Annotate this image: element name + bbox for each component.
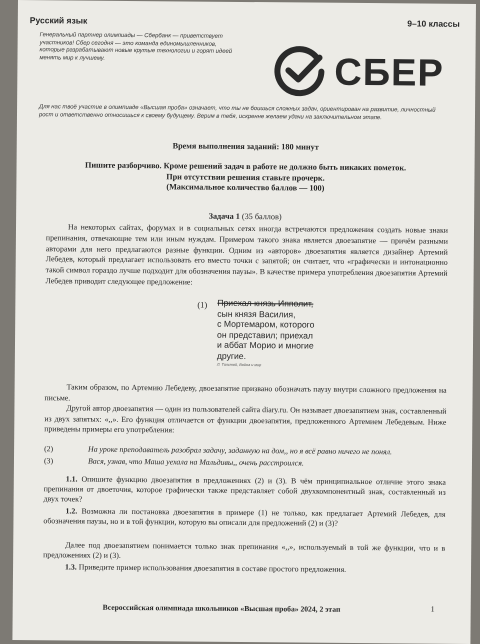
question-number: 1.1. — [65, 474, 78, 484]
sber-logo — [272, 44, 452, 102]
task-name: Задача 1 — [208, 211, 240, 221]
note-text: Далее под двоезапятием понимается только знак препинания «,,», используемый в той же функции, что и в предложениях (2) и (3). — [43, 540, 446, 561]
intro-text: На некоторых сайтах, форумах и в социальных сетях иногда встречаются предложения создать новые знаки препинания, отвечающие тем или иным нуждам. Примером такого знака является двоезапятие — причём разными авторами для него предлагаются разные функции. Одним из «авторов» двоезапятия является дизайнер Артемий Лебедев, который предлагает использовать его вместо точки с запятой; он считает, что «графически и интонационно такой символ гораздо лучше подходит для обозначения паузы». В качестве примера употребления двоезапятия Артемий Лебедев приводит следующее предложение: — [45, 222, 449, 287]
exam-sheet — [12, 0, 476, 644]
definition-note — [43, 540, 445, 564]
instruction-line-3: (Максимальное количество баллов — 100) — [166, 182, 325, 193]
poem-line-2: сын князя Василия, — [217, 308, 296, 320]
example-text: Вася, узнав, что Маша уехала на Мальдивы,, очень расстроился. — [87, 456, 304, 468]
poem-line-5: и аббат Морио и многие — [216, 340, 314, 351]
grades-label: 9–10 классы — [407, 18, 460, 29]
body-paragraph-1: Таким образом, по Артемию Лебедеву, двоезапятие призвано обозначать паузу внутри сложного предложения на письме. — [44, 382, 447, 403]
example-number: (3) — [43, 456, 54, 466]
question-text: Возможна ли постановка двоезапятия в примере (1) не только, как предлагает Артемий Лебедев, для обозначения паузы, но и в той функции, которую вы описали для предложений (2) и (3)? — [43, 506, 446, 529]
question-text: Опишите функцию двоезапятия в предложениях (2) и (3). В чём принципиальное отличие этого знака препинания от двоеточия, которое графически также представляет собой двухкомпонентный знак, составленный из двух точек? — [43, 474, 446, 504]
sponsor-message — [39, 32, 239, 66]
question-1-1 — [44, 474, 446, 508]
sber-check-icon — [272, 44, 326, 98]
question-number: 1.2. — [65, 506, 78, 516]
sponsor-line-2-start — [39, 65, 239, 67]
example-number: (2) — [44, 444, 54, 454]
instruction-line-2: При отсутствии решения ставьте прочерк. — [166, 171, 325, 183]
instruction-line-1: Пишите разборчиво. Кроме решений задач в работе не должно быть никаких пометок. — [84, 160, 407, 173]
poem-line-3: с Мортемаром, которого — [217, 318, 315, 330]
page-header — [30, 15, 460, 31]
subject-label: Русский язык — [29, 15, 88, 26]
poem-line-1: Приехал князь Ипполит, — [217, 297, 314, 309]
question-1-3 — [43, 562, 445, 576]
poem-source: Л. Толстой, Война и мир — [216, 362, 262, 367]
poem-quote — [217, 298, 348, 369]
question-number: 1.3. — [65, 562, 77, 572]
task-points: (35 баллов) — [241, 211, 282, 222]
poem-line-6: другие. — [216, 350, 247, 361]
time-limit: Время выполнения заданий: 180 минут — [172, 141, 319, 152]
poem-line-4: он представил; приехал — [217, 329, 313, 341]
sber-logo-text: СБЕР — [334, 51, 445, 95]
intro-paragraph — [45, 222, 448, 290]
footer-title: Всероссийская олимпиада школьников «Высшая проба» 2024, 2 этап — [102, 602, 341, 614]
body-paragraph-2: Другой автор двоезапятия — один из пользователей сайта diary.ru. Он называет двоезапятием знак, составленный из двух запятых: «,,». Его функция отличается от функции двоезапятия, предложенного Артемием Лебедевым. Ниже приведены примеры его употребления: — [44, 403, 447, 435]
task-title — [16, 210, 474, 223]
example-2 — [44, 444, 446, 457]
sponsor-line-1: Генеральный партнер олимпиады — Сбербанк — приветствует участников! Сбер сегодня — это команда единомышленников, которые разрабатывают новые крутые технологии и горят идеей менять мир к лучшему. — [39, 32, 233, 62]
poem-number: (1) — [197, 299, 208, 310]
instructions — [16, 160, 474, 195]
sponsor-closing: Для нас твоё участие в олимпиаде «Высшая проба» означает, что ты не боишься сложных задач, ориентирован на развитие, личностный рост и ответственно относишься к своему будущему. Верим в тебя, искренне желаем удачи на заключительном этапе. — [38, 104, 436, 121]
question-text: Приведите пример использования двоезапятия в составе простого предложения. — [78, 562, 347, 574]
body-paragraphs — [44, 382, 446, 438]
page-number: 1 — [430, 604, 435, 614]
example-text: На уроке преподаватель разобрал задачу, заданную на дом,, но я всё равно ничего не понял. — [88, 444, 393, 457]
question-1-2 — [43, 506, 445, 530]
